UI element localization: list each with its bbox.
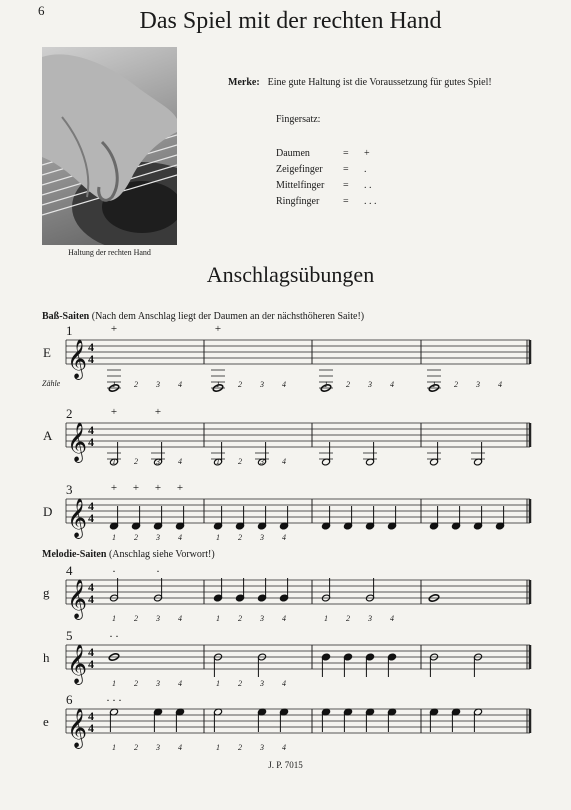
count-number: 3 (260, 614, 264, 623)
time-signature-top: 4 (88, 423, 94, 437)
finger-name: Daumen (276, 148, 310, 159)
count-number: 2 (238, 614, 242, 623)
equals-sign: = (343, 148, 349, 159)
photo-caption: Haltung der rechten Hand (68, 248, 151, 257)
treble-clef-icon: 𝄞 (67, 500, 88, 537)
page-number: 6 (38, 3, 45, 18)
string-label: e (43, 714, 49, 729)
treble-clef-icon: 𝄞 (67, 581, 88, 618)
staff-system (66, 561, 530, 620)
string-label: A (43, 428, 53, 443)
equals-sign: = (343, 180, 349, 191)
string-label: g (43, 585, 50, 600)
fingering-mark: + (132, 482, 140, 494)
count-number: 1 (324, 380, 328, 389)
count-number: 3 (260, 679, 264, 688)
page-title: Das Spiel mit der rechten Hand (139, 8, 442, 34)
count-number: 4 (390, 614, 394, 623)
bass-note: (Nach dem Anschlag liegt der Daumen an der nächsthöheren Saite!) (91, 311, 365, 322)
time-signature-bottom: 4 (88, 657, 94, 671)
count-number: 3 (156, 679, 160, 688)
count-number: 3 (156, 533, 160, 542)
count-number: 2 (134, 743, 138, 752)
melody-label: Melodie-Saiten (42, 549, 107, 560)
time-signature-top: 4 (88, 340, 94, 354)
time-signature-bottom: 4 (88, 435, 94, 449)
time-signature-bottom: 4 (88, 592, 94, 606)
melody-note: (Anschlag siehe Vorwort!) (108, 549, 215, 560)
merke-text: Eine gute Haltung ist die Voraussetzung für gutes Spiel! (267, 77, 492, 88)
count-number: 2 (346, 614, 350, 623)
system-number: 2 (66, 406, 73, 421)
fingering-mark: . . . (106, 690, 122, 704)
count-number: 4 (498, 380, 502, 389)
count-number: 2 (238, 380, 242, 389)
count-number: 4 (390, 380, 394, 389)
count-number: 3 (156, 380, 160, 389)
string-label: E (43, 345, 51, 360)
count-number: 1 (216, 380, 220, 389)
count-number: 4 (178, 614, 182, 623)
count-number: 3 (156, 743, 160, 752)
fingering-mark: + (110, 323, 118, 335)
count-number: 3 (476, 380, 480, 389)
count-number: 1 (112, 380, 116, 389)
treble-clef-icon: 𝄞 (67, 341, 88, 378)
string-label: D (43, 504, 53, 519)
count-number: 1 (112, 743, 116, 752)
system-number: 6 (66, 692, 73, 707)
count-number: 3 (368, 380, 372, 389)
system-number: 4 (66, 563, 73, 578)
time-signature-bottom: 4 (88, 352, 94, 366)
count-number: 3 (260, 743, 264, 752)
fingering-mark: + (176, 482, 184, 494)
fingering-mark: + (214, 323, 222, 335)
count-number: 1 (216, 679, 220, 688)
finger-symbol: + (364, 148, 370, 159)
finger-name: Mittelfinger (276, 180, 325, 191)
count-number: 1 (432, 380, 436, 389)
count-number: 4 (178, 679, 182, 688)
footer-code: J. P. 7015 (268, 760, 303, 770)
count-number: 2 (238, 533, 242, 542)
treble-clef-icon: 𝄞 (67, 424, 88, 461)
count-number: 4 (282, 743, 286, 752)
count-number: 3 (368, 614, 372, 623)
count-number: 4 (282, 457, 286, 466)
count-number: 1 (112, 614, 116, 623)
fingering-mark: . . (109, 626, 119, 640)
count-number: 1 (216, 533, 220, 542)
time-signature-bottom: 4 (88, 511, 94, 525)
fingering-mark: + (110, 482, 118, 494)
staff-system (66, 690, 530, 749)
count-number: 3 (260, 380, 264, 389)
count-number: 4 (282, 679, 286, 688)
equals-sign: = (343, 164, 349, 175)
count-number: 3 (156, 457, 160, 466)
time-signature-top: 4 (88, 499, 94, 513)
system-number: 3 (66, 482, 73, 497)
finger-name: Zeigefinger (276, 164, 323, 175)
bass-label: Baß-Saiten (42, 311, 90, 322)
count-number: 2 (134, 380, 138, 389)
count-number: 1 (216, 743, 220, 752)
count-number: 3 (260, 533, 264, 542)
count-number: 2 (134, 533, 138, 542)
system-number: 5 (66, 628, 73, 643)
fingering-mark: + (110, 406, 118, 418)
fingering-mark: . (156, 561, 160, 575)
count-number: 2 (134, 679, 138, 688)
count-number: 4 (282, 533, 286, 542)
fingering-mark: + (154, 482, 162, 494)
count-number: 1 (324, 614, 328, 623)
section-title: Anschlagsübungen (206, 262, 375, 287)
count-number: 2 (454, 380, 458, 389)
staff-system (66, 626, 530, 685)
staff-system (66, 482, 530, 539)
count-number: 1 (112, 457, 116, 466)
equals-sign: = (343, 196, 349, 207)
count-number: 2 (346, 380, 350, 389)
count-number: 1 (112, 533, 116, 542)
count-number: 4 (178, 533, 182, 542)
system-number: 1 (66, 323, 73, 338)
count-number: 2 (134, 457, 138, 466)
count-number: 1 (216, 614, 220, 623)
finger-symbol: . . . (364, 196, 377, 207)
count-number: 1 (112, 679, 116, 688)
count-number: 4 (282, 380, 286, 389)
count-number: 4 (178, 457, 182, 466)
count-number: 2 (238, 743, 242, 752)
time-signature-top: 4 (88, 709, 94, 723)
fingering-mark: + (154, 406, 162, 418)
finger-symbol: . . (364, 180, 372, 191)
count-number: 4 (178, 743, 182, 752)
merke-label: Merke: (228, 77, 260, 88)
time-signature-top: 4 (88, 580, 94, 594)
fingersatz-title: Fingersatz: (276, 114, 321, 125)
treble-clef-icon: 𝄞 (67, 646, 88, 683)
count-number: 4 (282, 614, 286, 623)
count-number: 4 (178, 380, 182, 389)
count-number: 2 (134, 614, 138, 623)
count-number: 2 (238, 679, 242, 688)
finger-name: Ringfinger (276, 196, 320, 207)
count-number: 3 (156, 614, 160, 623)
count-number: 3 (260, 457, 264, 466)
time-signature-bottom: 4 (88, 721, 94, 735)
count-word: Zähle (42, 379, 61, 388)
count-number: 1 (216, 457, 220, 466)
finger-symbol: . (364, 164, 367, 175)
fingering-mark: . (112, 561, 116, 575)
count-number: 2 (238, 457, 242, 466)
treble-clef-icon: 𝄞 (67, 710, 88, 747)
string-label: h (43, 650, 50, 665)
time-signature-top: 4 (88, 645, 94, 659)
